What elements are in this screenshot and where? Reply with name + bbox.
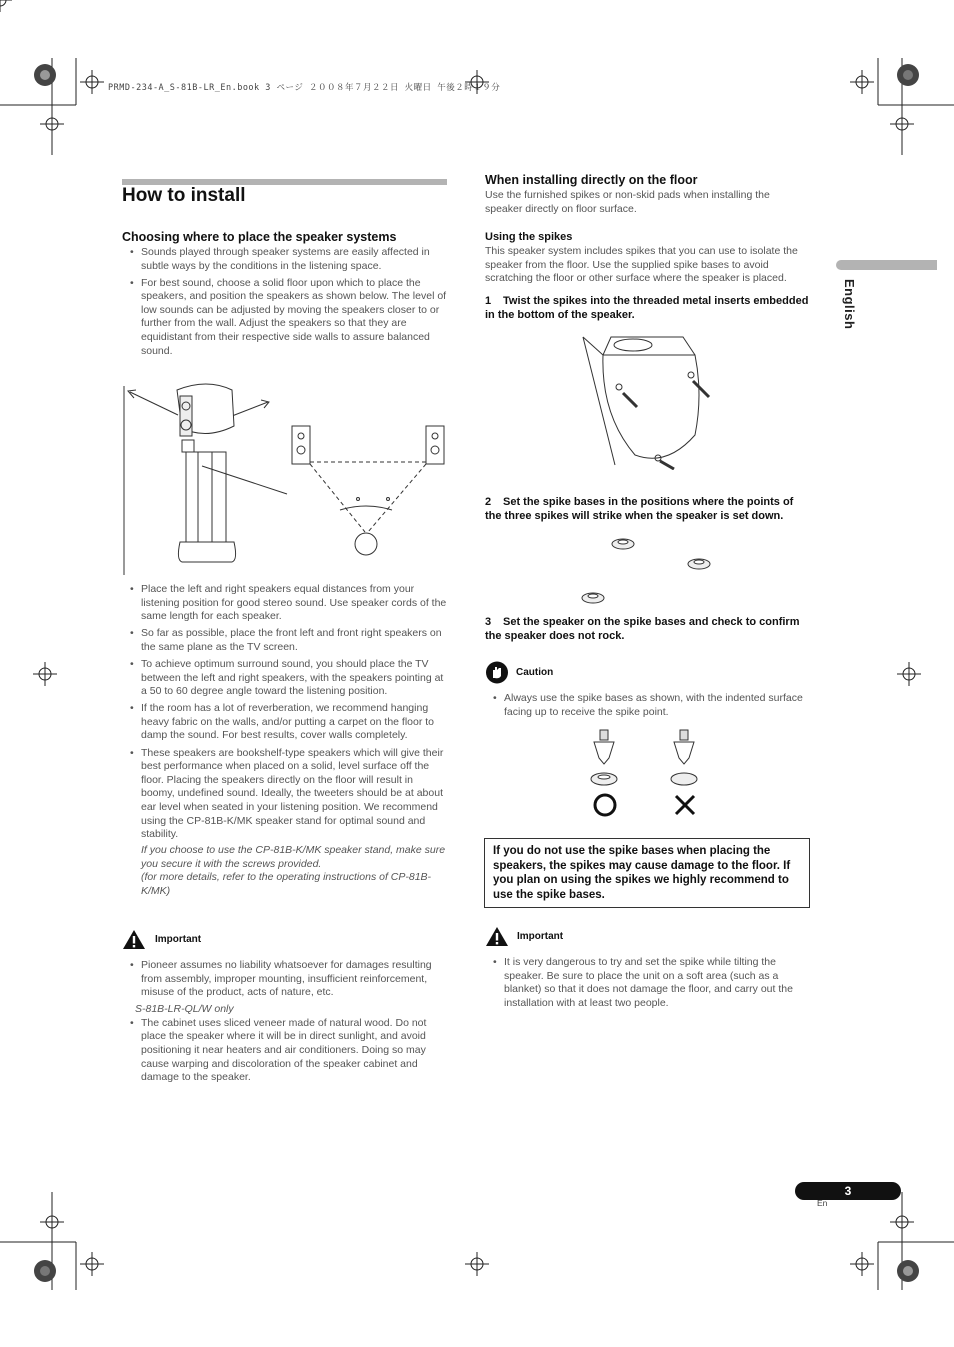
warning-triangle-icon (485, 926, 509, 947)
spike-bases-illustration (575, 532, 725, 612)
step-3: 3 Set the speaker on the spike bases and check to confirm the speaker does not rock. (485, 616, 800, 642)
spike-insert-illustration (575, 335, 725, 470)
list-item: • It is very dangerous to try and set the spike while tilting the speaker. Be sure to place the unit on a soft area (such as a blanket) so that it does not damage the floor, and carry out the installation with at least two people. (485, 956, 810, 1010)
step-3-block (485, 616, 810, 723)
spike-base-warning-box: If you do not use the spike bases when placing the speakers, the spikes may cause damage to the floor. If you plan on using the spikes we highly recommend to use the spike bases. (484, 838, 810, 908)
list-item: • Pioneer assumes no liability whatsoever for damages resulting from assembly, improper mounting, insufficient reinforcement, misuse of the product, acts of nature, etc. (122, 959, 447, 1000)
important-label: Important (155, 934, 202, 945)
list-item: • For best sound, choose a solid floor upon which to place the speakers, and position the speakers as shown below. The level of low sounds can be adjusted by moving the speakers closer to or further from the wall. Adjust the speakers so that they are equidistant from their respective side walls to assure balanced sound. (122, 277, 447, 359)
list-item: • Always use the spike bases as shown, with the indented surface facing up to receive the spike point. (485, 692, 810, 719)
important-list (485, 956, 810, 1010)
placement-tips-list (122, 583, 447, 842)
caution-hand-icon (485, 661, 509, 684)
important-label: Important (517, 931, 564, 942)
page-number: 3 (795, 1182, 901, 1200)
stand-reference-note: (for more details, refer to the operating instructions of CP-81B-K/MK) (141, 871, 432, 897)
placement-bullets (122, 246, 447, 358)
incorrect-icon (676, 796, 694, 814)
spike-base-usage-illustration (585, 728, 705, 820)
step-2: 2 Set the spike bases in the positions where the points of the three spikes will strike when the speaker is set down. (485, 496, 794, 522)
language-label: English (842, 279, 857, 330)
placement-section (122, 230, 447, 362)
placement-tips (122, 583, 447, 899)
caution-list (485, 692, 810, 719)
list-item: • If the room has a lot of reverberation, we recommend hanging heavy fabric on the walls, and/or putting a carpet on the floor to damp the sound. For best results, cover walls completely. (122, 702, 447, 743)
floor-intro: Use the furnished spikes or non-skid pads when installing the speaker directly on floor surface. (485, 189, 770, 215)
spikes-subheading: Using the spikes (485, 231, 573, 244)
stand-note: If you choose to use the CP-81B-K/MK speaker stand, make sure you secure it with the screws provided. (141, 844, 446, 870)
step-2-block (485, 496, 810, 523)
model-list (122, 1017, 447, 1085)
list-item: • The cabinet uses sliced veneer made of natural wood. Do not place the speaker where it will be in direct sunlight, and avoid positioning it near heaters and air conditioners. Doing so may cause warping and discoloration of the speaker cabinet and damage to the speaker. (122, 1017, 447, 1085)
spikes-description: This speaker system includes spikes that you can use to isolate the speaker from the floor. Use the supplied spike bases to avoid scratching the floor or other surface where the speaker is placed. (485, 245, 798, 285)
page-language-code: En (817, 1198, 828, 1208)
warning-triangle-icon (122, 929, 146, 950)
list-item: • Sounds played through speaker systems are easily affected in subtle ways by the conditions in the listening space. (122, 246, 447, 273)
section-heading: Choosing where to place the speaker systems (122, 230, 397, 244)
list-item: • These speakers are bookshelf-type speakers which will give their best performance when placed on a solid, level surface off the floor. Placing the speakers directly on the floor will result in boomy, undefined sound. Ideally, the tweeters should be at about ear level when seated in your listening position. We recommend using the CP-81B-K/MK speaker stand for optimal sound and stability. (122, 747, 447, 842)
list-item: • So far as possible, place the front left and front right speakers on the same plane as the TV screen. (122, 627, 447, 654)
caution-label: Caution (516, 667, 554, 679)
list-item: • Place the left and right speakers equal distances from your listening position for good stereo sound. Use speaker cords of the same length for each speaker. (122, 583, 447, 624)
list-item: • To achieve optimum surround sound, you should place the TV between the left and right speakers, with the speakers pointing at a 50 to 60 degree angle toward the listening position. (122, 658, 447, 699)
language-tab (836, 260, 937, 270)
speaker-placement-illustration (122, 370, 452, 575)
floor-heading: When installing directly on the floor (485, 173, 698, 187)
page-title: How to install (122, 185, 246, 206)
model-note: S-81B-LR-QL/W only (135, 1003, 234, 1016)
important-section-right (485, 926, 810, 1014)
important-section-left (122, 929, 447, 1088)
file-header: PRMD-234-A_S-81B-LR_En.book 3 ページ ２００８年７月２２日 火曜日 午後２時１９分 (108, 83, 501, 93)
correct-icon (595, 795, 615, 815)
step-1: 1 Twist the spikes into the threaded metal inserts embedded in the bottom of the speaker. (485, 294, 809, 321)
floor-install-section (485, 173, 810, 322)
important-list (122, 959, 447, 1000)
